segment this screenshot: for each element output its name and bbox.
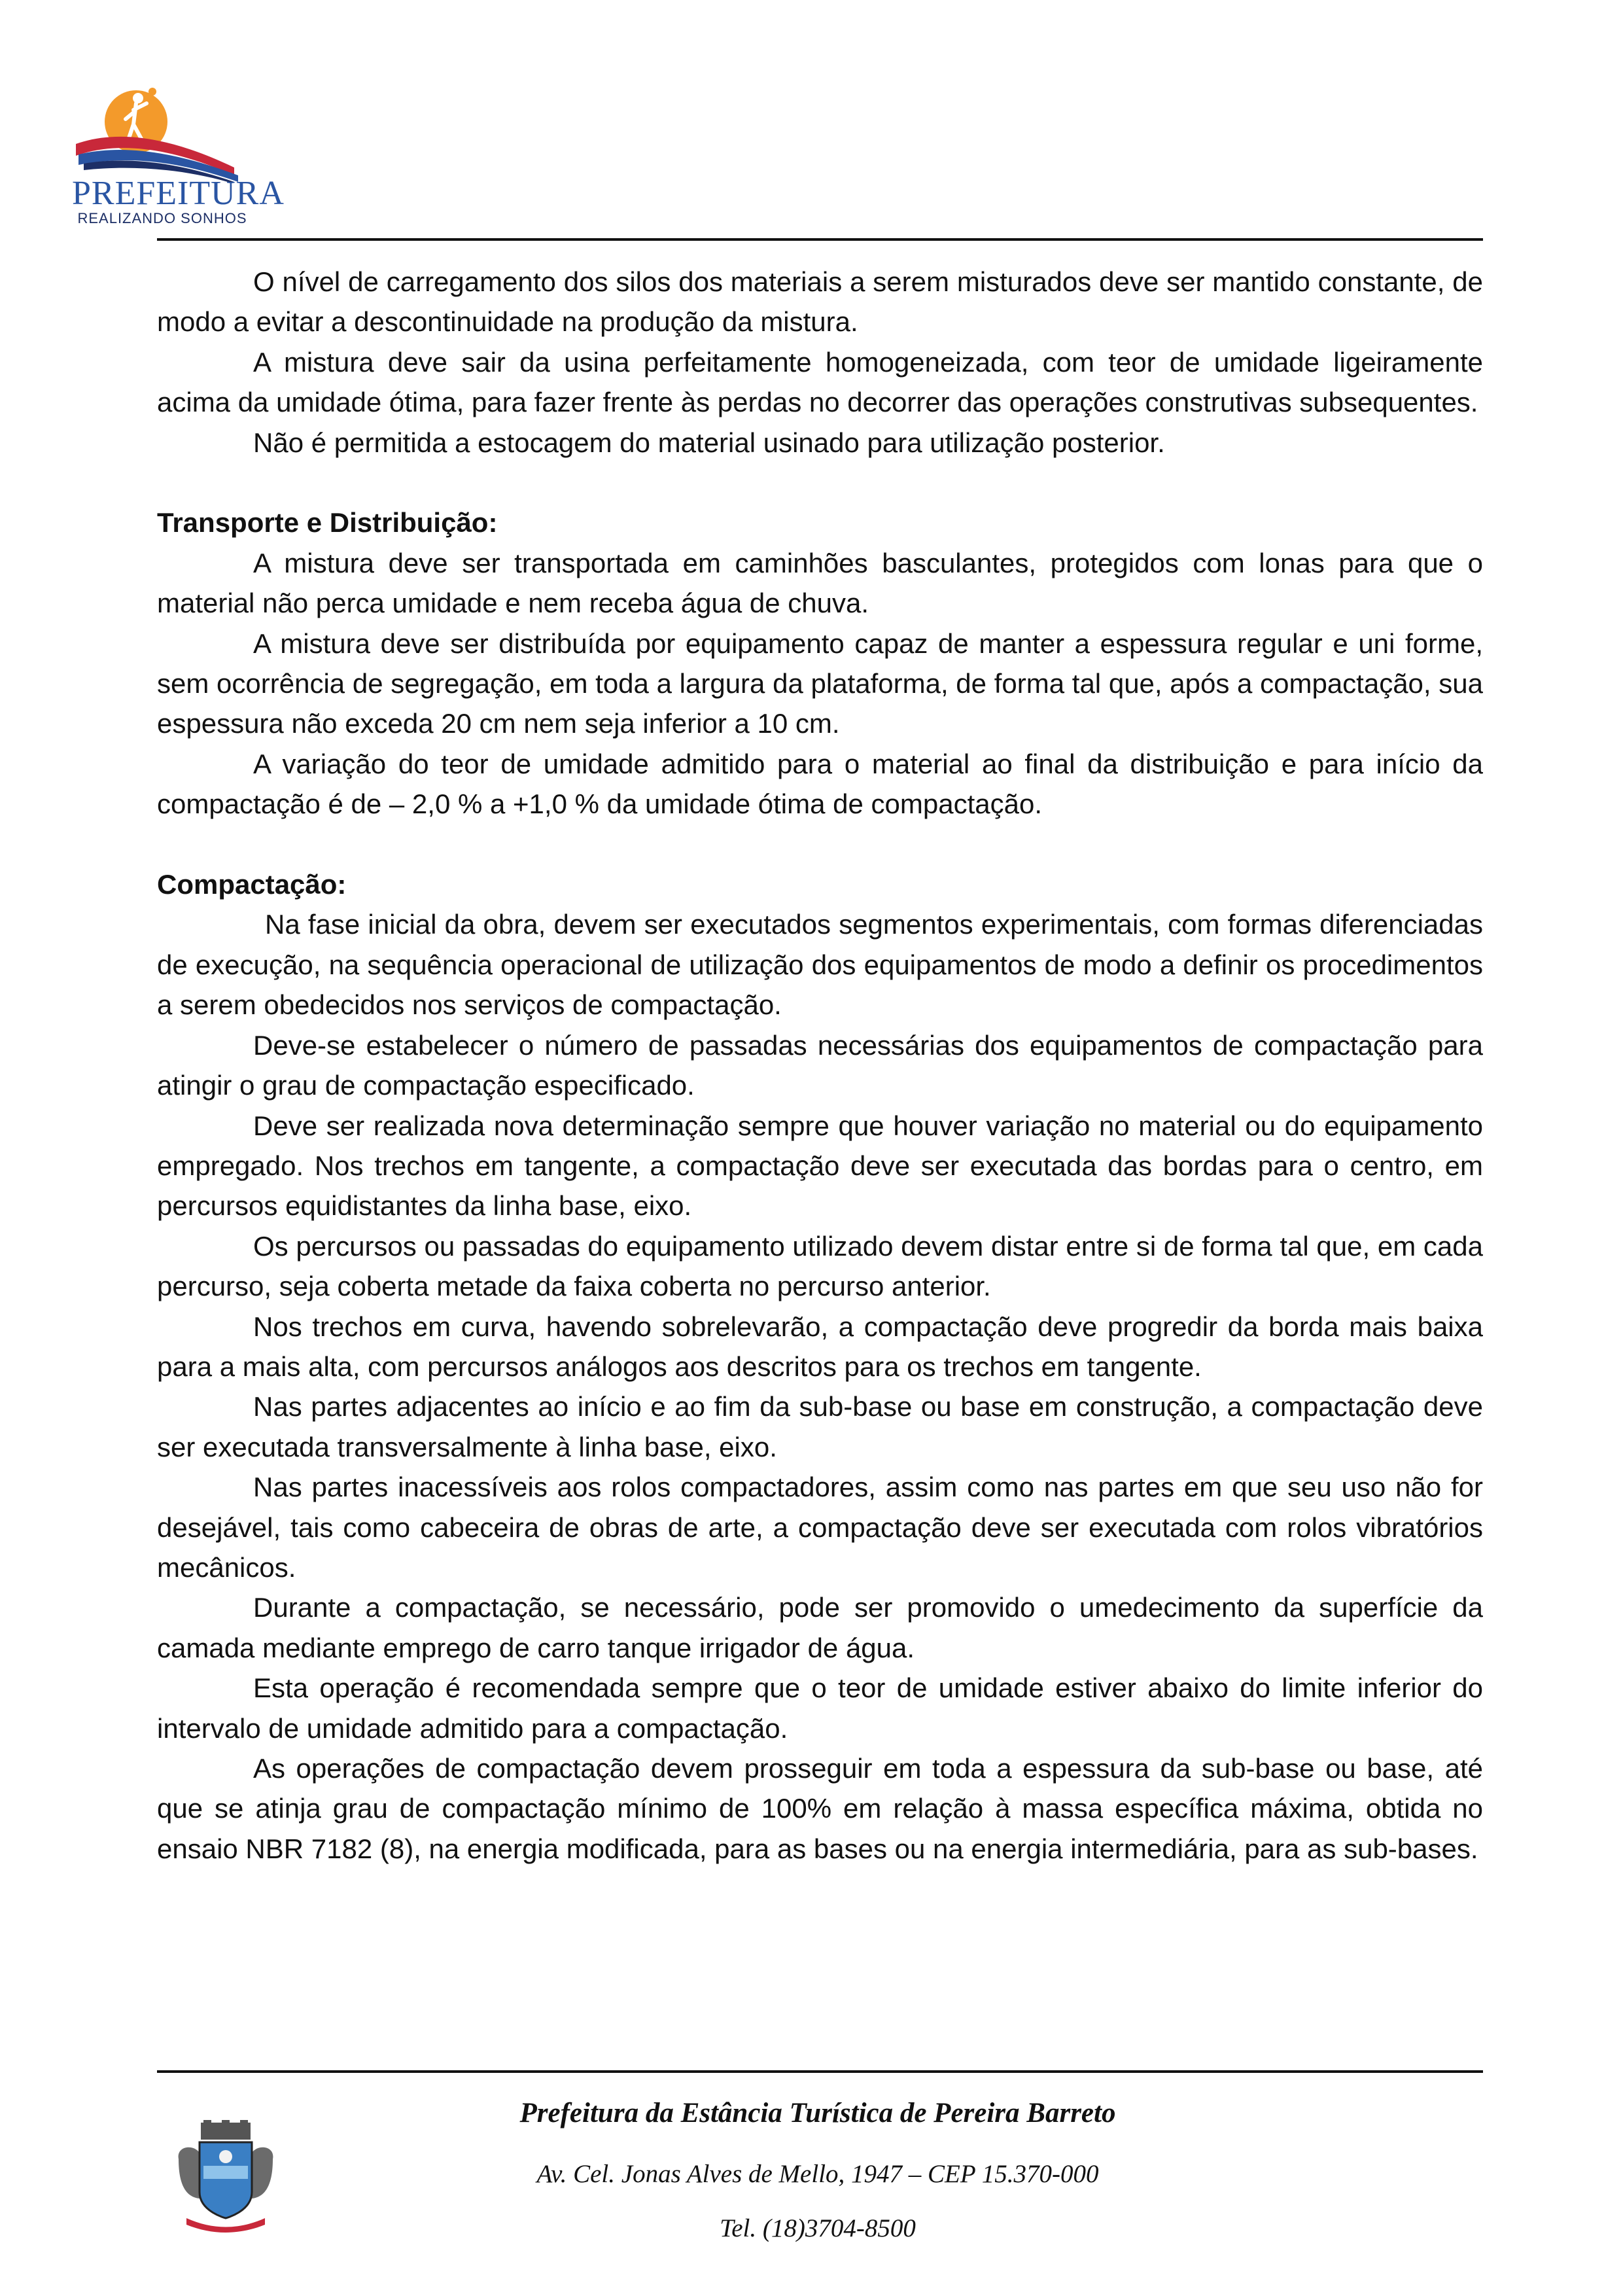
paragraph: Nas partes inacessíveis aos rolos compactadores, assim como nas partes em que seu uso não for desejável, tais como cabeceira de obras de arte, a compactação deve ser executada com rolos vibratórios mecânicos. <box>157 1472 1483 1583</box>
paragraph: Não é permitida a estocagem do material usinado para utilização posterior. <box>253 427 1165 458</box>
paragraph: Esta operação é recomendada sempre que o teor de umidade estiver abaixo do limite inferior do intervalo de umidade admitido para a compactação. <box>157 1672 1483 1744</box>
header-divider <box>157 238 1483 241</box>
logo-subtitle: REALIZANDO SONHOS <box>77 210 247 226</box>
paragraph: Deve-se estabelecer o número de passadas necessárias dos equipamentos de compactação para atingir o grau de compactação especificado. <box>157 1029 1483 1101</box>
coat-of-arms-icon <box>173 2120 278 2234</box>
spacer <box>157 463 1483 503</box>
paragraph: Na fase inicial da obra, devem ser executados segmentos experimentais, com formas diferenciadas de execução, na sequência operacional de utilização dos equipamentos de modo a definir os procedimentos a serem obedecidos nos serviços de compactação. <box>157 909 1483 1021</box>
document-body <box>157 262 1483 1869</box>
logo-title: PREFEITURA <box>72 175 285 212</box>
section-heading-transport: Transporte e Distribuição: <box>157 507 498 539</box>
paragraph: Nas partes adjacentes ao início e ao fim da sub-base ou base em construção, a compactação deve ser executada transversalmente à linha base, eixo. <box>157 1391 1483 1462</box>
paragraph: A mistura deve sair da usina perfeitamente homogeneizada, com teor de umidade ligeiramente acima da umidade ótima, para fazer frente às perdas no decorrer das operações construtivas subsequentes. <box>157 346 1483 418</box>
footer-organization-name: Prefeitura da Estância Turística de Pereira Barreto <box>519 2098 1116 2128</box>
prefeitura-sun-icon <box>71 84 254 182</box>
paragraph: As operações de compactação devem prosseguir em toda a espessura da sub-base ou base, até que se atinja grau de compactação mínimo de 100% em relação à massa específica máxima, obtida no ensaio NBR 7182 (8), na energia modificada, para as bases ou na energia intermediária, para as sub-bases. <box>157 1753 1483 1864</box>
paragraph: Durante a compactação, se necessário, pode ser promovido o umedecimento da superfície da camada mediante emprego de carro tanque irrigador de água. <box>157 1592 1483 1663</box>
footer-address: Av. Cel. Jonas Alves de Mello, 1947 – CEP 15.370-000 <box>536 2160 1099 2188</box>
paragraph: Os percursos ou passadas do equipamento utilizado devem distar entre si de forma tal que, em cada percurso, seja coberta metade da faixa coberta no percurso anterior. <box>157 1230 1483 1302</box>
paragraph: A mistura deve ser distribuída por equipamento capaz de manter a espessura regular e uni forme, sem ocorrência de segregação, em toda a largura da plataforma, de forma tal que, após a compactação, sua espessura não exceda 20 cm nem seja inferior a 10 cm. <box>157 627 1483 739</box>
paragraph: Deve ser realizada nova determinação sempre que houver variação no material ou do equipamento empregado. Nos trechos em tangente, a compactação deve ser executada das bordas para o centro, em percursos equidistantes da linha base, eixo. <box>157 1110 1483 1222</box>
prefeitura-logo <box>71 84 285 228</box>
paragraph: O nível de carregamento dos silos dos materiais a serem misturados deve ser mantido constante, de modo a evitar a descontinuidade na produção da mistura. <box>157 266 1483 338</box>
paragraph: Nos trechos em curva, havendo sobrelevarão, a compactação deve progredir da borda mais baixa para a mais alta, com percursos análogos aos descritos para os trechos em tangente. <box>157 1311 1483 1382</box>
footer-divider <box>157 2070 1483 2073</box>
section-heading-compaction: Compactação: <box>157 869 347 900</box>
paragraph: A mistura deve ser transportada em caminhões basculantes, protegidos com lonas para que o material não perca umidade e nem receba água de chuva. <box>157 547 1483 619</box>
paragraph: A variação do teor de umidade admitido para o material ao final da distribuição e para início da compactação é de – 2,0 % a +1,0 % da umidade ótima de compactação. <box>157 748 1483 820</box>
footer-phone: Tel. (18)3704-8500 <box>720 2214 916 2242</box>
spacer <box>157 824 1483 864</box>
